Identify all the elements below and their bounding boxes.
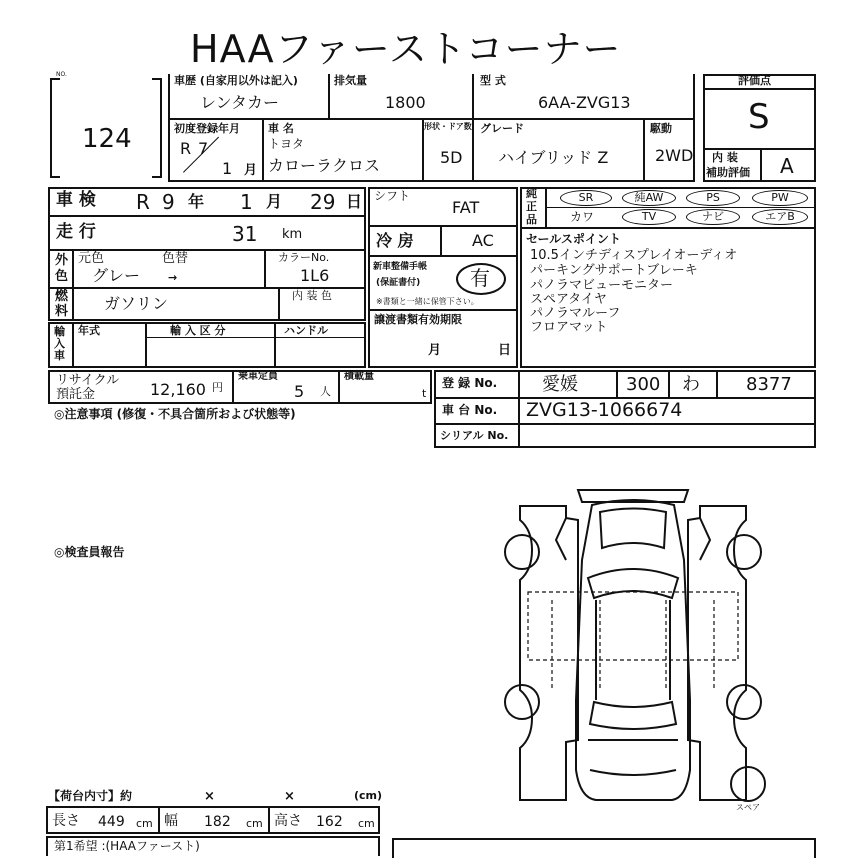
notes-label: ◎注意事項 (修復・不具合箇所および状態等) <box>54 407 296 421</box>
manual-note: ※書類と一緒に保管下さい。 <box>376 297 479 306</box>
cargo-length: 449 <box>98 814 125 830</box>
color-value: グレー <box>92 266 141 285</box>
cargo-length-unit: cm <box>136 817 153 830</box>
inspection-day-unit: 日 <box>346 192 363 211</box>
inspection-day: 29 <box>310 190 336 214</box>
car-maker: トヨタ <box>268 137 305 151</box>
import-side: 輸入車 <box>54 325 65 362</box>
drive-value: 2WD <box>655 146 694 165</box>
inspection-year: 9 <box>162 190 175 214</box>
inspection-label: 車 検 <box>56 190 96 210</box>
capacity-label: 乗車定員 <box>238 371 278 382</box>
mileage-value: 31 <box>232 222 258 246</box>
model-value: 6AA-ZVG13 <box>538 93 631 112</box>
cargo-x2: × <box>284 789 295 804</box>
recycle-value: 12,160 <box>150 380 206 399</box>
fuel-side-bottom: 料 <box>55 304 69 319</box>
sales-point-1: 10.5インチディスプレイオーディオ <box>530 248 738 263</box>
fuel-side-top: 燃 <box>55 289 69 304</box>
color-side-top: 外 <box>55 253 69 268</box>
cargo-length-label: 長さ <box>52 813 80 829</box>
grade-label: グレード <box>480 122 524 135</box>
page-title: HAAファーストコーナー <box>190 27 622 71</box>
inspection-era: R <box>136 190 150 214</box>
color-change-label: 色替 <box>162 251 189 266</box>
import-handle-label: ハンドル <box>284 324 328 337</box>
sales-point-4: スペアタイヤ <box>530 292 607 307</box>
capacity-unit: 人 <box>320 385 331 398</box>
car-name: カローラクロス <box>268 156 381 175</box>
cargo-width-unit: cm <box>246 817 263 830</box>
inspection-year-unit: 年 <box>188 192 205 211</box>
cargo-width: 182 <box>204 814 231 830</box>
cargo-cm: (cm) <box>354 789 383 802</box>
sales-point-2: パーキングサポートブレーキ <box>530 263 698 278</box>
load-unit: t <box>422 387 427 400</box>
doc-expiry-label: 譲渡書類有効期限 <box>374 313 462 326</box>
cargo-height: 162 <box>316 814 343 830</box>
color-code: 1L6 <box>300 266 330 285</box>
shift-value: FAT <box>452 198 480 217</box>
recycle-unit: 円 <box>212 381 223 394</box>
first-reg-month-unit: 月 <box>244 163 258 178</box>
color-side-bottom: 色 <box>55 269 69 284</box>
interior-color-label: 内 装 色 <box>292 289 332 302</box>
ac-label: 冷 房 <box>376 231 414 250</box>
equip-side-top: 純 <box>526 187 537 200</box>
shift-label: シフト <box>374 189 411 203</box>
interior-score-label-bottom: 補助評価 <box>706 166 750 179</box>
color-code-label: カラーNo. <box>278 251 330 264</box>
cargo-height-label: 高さ <box>274 813 302 829</box>
registration-pref: 愛媛 <box>542 374 578 395</box>
color-orig-label: 元色 <box>78 251 105 266</box>
recycle-label-2: 預託金 <box>56 387 96 402</box>
equip-tv: TV <box>622 209 676 225</box>
registration-number: 8377 <box>746 374 792 395</box>
recycle-label-1: リサイクル <box>56 373 120 388</box>
displacement-label: 排気量 <box>334 74 367 87</box>
registration-class: 300 <box>626 374 661 395</box>
car-name-label: 車 名 <box>268 122 294 135</box>
grade-score-label: 評価点 <box>738 74 771 87</box>
history-label: 車歴 (自家用以外は記入) <box>174 74 298 87</box>
inspection-month-unit: 月 <box>266 192 283 211</box>
import-category-label: 輸 入 区 分 <box>170 324 226 337</box>
load-label: 積載量 <box>344 371 374 382</box>
inspector-label: ◎検査員報告 <box>54 545 125 559</box>
manual-value: 有 <box>470 266 490 290</box>
spare-label: スペア <box>736 803 760 812</box>
grade-score-value: S <box>748 97 770 137</box>
sales-point-6: フロアマット <box>530 320 608 335</box>
doors-value: 5D <box>440 148 463 167</box>
cargo-x1: × <box>204 789 215 804</box>
equip-side-mid: 正 <box>526 200 537 213</box>
bottom-right-box <box>392 838 816 858</box>
lot-label: NO. <box>56 71 67 78</box>
sales-points-label: セールスポイント <box>526 232 621 246</box>
model-label: 型 式 <box>480 74 506 87</box>
chassis-label: 車 台 No. <box>442 403 498 417</box>
bottom-text: 第1希望 :(HAAファースト) <box>54 839 200 853</box>
equip-pw: PW <box>752 190 808 206</box>
equip-navi: ナビ <box>686 209 740 225</box>
first-reg-era: R <box>180 139 192 158</box>
first-reg-month: 1 <box>222 159 233 178</box>
inspection-month: 1 <box>240 190 253 214</box>
chassis-value: ZVG13-1066674 <box>526 399 683 421</box>
cargo-height-unit: cm <box>358 817 375 830</box>
mileage-unit: km <box>282 227 303 242</box>
equip-side-bottom: 品 <box>526 213 537 226</box>
ac-value: AC <box>472 231 494 250</box>
serial-label: シリアル No. <box>440 429 509 442</box>
sales-point-3: パノラマビューモニター <box>530 278 674 293</box>
equip-ps: PS <box>686 190 740 206</box>
equip-sr: SR <box>560 190 612 206</box>
manual-label-2: (保証書付) <box>376 278 421 288</box>
registration-kana: わ <box>682 374 700 395</box>
lot-number: 124 <box>82 124 132 154</box>
drive-label: 駆動 <box>650 122 672 135</box>
color-arrow: → <box>168 271 178 284</box>
grade-value: ハイブリッド Z <box>498 148 609 167</box>
displacement-value: 1800 <box>385 93 426 112</box>
capacity-value: 5 <box>294 382 305 401</box>
cargo-width-label: 幅 <box>164 813 178 829</box>
interior-score-label-top: 内 装 <box>712 151 738 164</box>
mileage-label: 走 行 <box>56 222 96 242</box>
doc-expiry-day-unit: 日 <box>498 343 512 358</box>
registration-label: 登 録 No. <box>442 376 498 390</box>
equip-airbag: エアB <box>752 209 808 225</box>
interior-score-value: A <box>780 154 794 178</box>
first-reg-year: 7 <box>198 139 209 158</box>
fuel-value: ガソリン <box>104 294 169 313</box>
first-reg-label: 初度登録年月 <box>174 122 240 135</box>
equip-aw: 純AW <box>622 190 676 206</box>
doc-expiry-month-unit: 月 <box>428 343 442 358</box>
cargo-header: 【荷台内寸】約 <box>48 789 133 803</box>
sales-point-5: パノラマルーフ <box>530 306 621 321</box>
history-value: レンタカー <box>200 93 279 112</box>
doors-label: 形状・ドア数 <box>424 122 472 131</box>
import-year-label: 年式 <box>78 324 100 337</box>
equip-leather: カワ <box>570 210 595 224</box>
manual-label-1: 新車整備手帳 <box>373 262 428 272</box>
